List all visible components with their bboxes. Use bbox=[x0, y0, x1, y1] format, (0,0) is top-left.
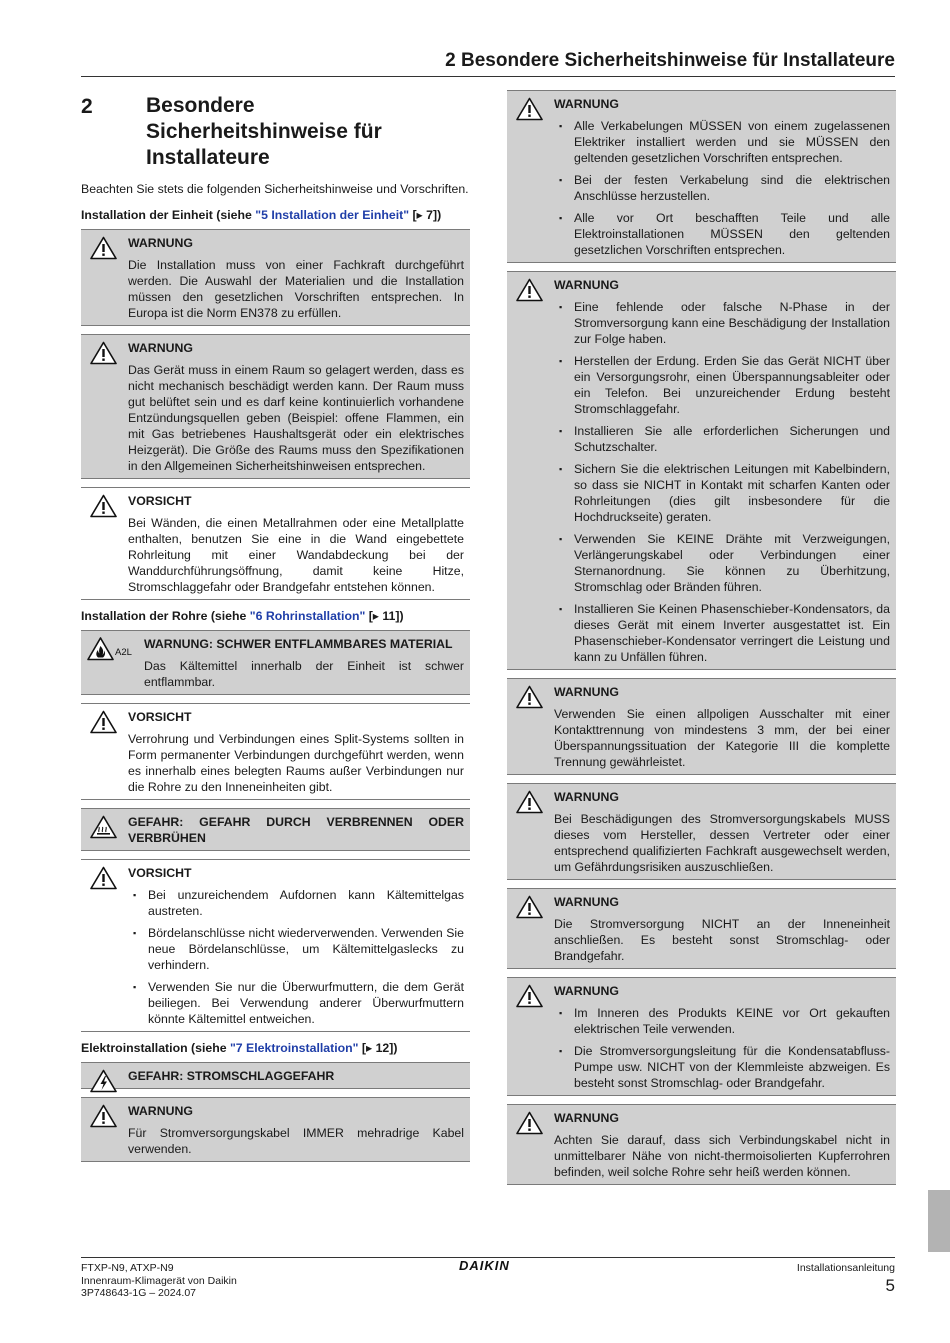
warning-triangle-icon bbox=[516, 1111, 543, 1135]
caution-box bbox=[81, 703, 470, 800]
link-unit-installation[interactable]: "5 Installation der Einheit" bbox=[255, 208, 410, 222]
box-body: Verwenden Sie einen allpoligen Ausschalter mit einer Kontakttrennung von mindestens 3 mm, der bei einer Überspannungssituation der Kategorie III die komplette Trennung gewährleistet. bbox=[554, 707, 890, 769]
warning-box bbox=[81, 334, 470, 479]
footer-product: Innenraum-Klimagerät von Daikin bbox=[81, 1274, 237, 1287]
box-title: GEFAHR: STROMSCHLAGGEFAHR bbox=[128, 1069, 335, 1083]
link-pipe-installation[interactable]: "6 Rohrinstallation" bbox=[249, 609, 366, 623]
box-body: Die Stromversorgung NICHT an der Inneneinheit anschließen. Es besteht sonst Stromschlag- oder Brandgefahr. bbox=[554, 917, 890, 963]
warning-triangle-icon bbox=[90, 1104, 117, 1128]
box-title: WARNUNG bbox=[554, 895, 619, 909]
list-item: ▪ Installieren Sie Keinen Phasenschieber-Kondensators, da dieses Gerät mit einem Inverter ausgestattet ist. Ein Phasenschieber-Kondensator verringert die Leistung und kann zu Unfällen führen. bbox=[554, 601, 890, 665]
list-item: ▪ Verwenden Sie nur die Überwurfmuttern, die dem Gerät beiliegen. Bei Verwendung anderer Überwurfmuttern könnte Kältemittel entweichen. bbox=[128, 979, 464, 1027]
footer-doc-type: Installationsanleitung bbox=[796, 1262, 895, 1274]
section-pipe-installation: Installation der Rohre (siehe "6 Rohrinstallation" [▸ 11]) bbox=[81, 609, 404, 623]
footer-doc-id: 3P748643-1G – 2024.07 bbox=[81, 1287, 197, 1299]
list-item: ▪ Bei unzureichendem Aufdornen kann Kältemittelgas austreten. bbox=[128, 887, 464, 919]
warning-triangle-icon bbox=[516, 685, 543, 709]
warning-triangle-icon bbox=[516, 895, 543, 919]
box-body: Achten Sie darauf, dass sich Verbindungskabel nicht in unmittelbarer Nähe von nicht-thermoisolierten Kupferrohren befinden, weil solche Rohre sehr heiß werden können. bbox=[554, 1133, 890, 1179]
electric-shock-danger-box bbox=[81, 1062, 470, 1089]
chapter-number: 2 bbox=[81, 95, 93, 118]
list-item: ▪ Eine fehlende oder falsche N-Phase in der Stromversorgung kann eine Beschädigung der Installation zur Folge haben. bbox=[554, 299, 890, 347]
warning-triangle-icon bbox=[90, 866, 117, 890]
bullet-list bbox=[128, 887, 464, 1027]
daikin-logo: DAIKIN bbox=[459, 1258, 510, 1273]
warning-triangle-icon bbox=[516, 790, 543, 814]
caution-box bbox=[81, 859, 470, 1032]
list-item: ▪ Im Inneren des Produkts KEINE vor Ort gekauften elektrischen Teile verwenden. bbox=[554, 1005, 890, 1037]
left-column bbox=[81, 90, 470, 1170]
chapter-side-tab bbox=[928, 1190, 950, 1252]
warning-box bbox=[507, 271, 896, 670]
link-electrical-installation[interactable]: "7 Elektroinstallation" bbox=[229, 1041, 359, 1055]
list-item: ▪ Bei der festen Verkabelung sind die elektrischen Anschlüsse herzustellen. bbox=[554, 172, 890, 204]
warning-box bbox=[507, 888, 896, 969]
warning-triangle-icon bbox=[90, 710, 117, 734]
warning-box bbox=[81, 229, 470, 326]
right-column bbox=[507, 90, 896, 1193]
caution-box bbox=[81, 487, 470, 600]
box-title: WARNUNG bbox=[554, 1111, 619, 1125]
box-title: GEFAHR: GEFAHR DURCH VERBRENNEN ODER VERBRÜHEN bbox=[128, 815, 464, 845]
box-title: VORSICHT bbox=[128, 710, 192, 724]
warning-triangle-icon bbox=[516, 278, 543, 302]
chapter-heading bbox=[81, 93, 470, 171]
list-item: ▪ Verwenden Sie KEINE Drähte mit Verzweigungen, Verlängerungskabel oder Verbindungen einer Sternanordnung. Sie können zu Überhitzung, Stromschlag oder Bränden führen. bbox=[554, 531, 890, 595]
list-item: ▪ Alle vor Ort beschafften Teile und alle Elektroinstallationen MÜSSEN den geltenden gesetzlichen Vorschriften entsprechen. bbox=[554, 210, 890, 258]
hot-surface-icon bbox=[90, 815, 117, 839]
list-item: ▪ Sichern Sie die elektrischen Leitungen mit Kabelbindern, so dass sie NICHT in Kontakt mit scharfen Kanten oder Rohrleitungen (dies gilt insbesondere für die Hochdruckseite) geraten. bbox=[554, 461, 890, 525]
box-title: WARNUNG bbox=[128, 341, 193, 355]
chapter-title: Besondere Sicherheitshinweise für Installateure bbox=[146, 94, 382, 169]
list-item: ▪ Bördelanschlüsse nicht wiederverwenden. Verwenden Sie neue Bördelanschlüsse, um Kältemittelgaslecks zu verhindern. bbox=[128, 925, 464, 973]
box-title: WARNUNG: SCHWER ENTFLAMMBARES MATERIAL bbox=[144, 637, 453, 651]
box-title: VORSICHT bbox=[128, 494, 192, 508]
section-electrical-installation: Elektroinstallation (siehe "7 Elektroinstallation" [▸ 12]) bbox=[81, 1041, 398, 1055]
footer-page-info bbox=[797, 1262, 895, 1297]
intro-paragraph: Beachten Sie stets die folgenden Sicherheitshinweise und Vorschriften. bbox=[81, 182, 469, 196]
bullet-list bbox=[554, 299, 890, 665]
box-title: WARNUNG bbox=[554, 790, 619, 804]
box-title: WARNUNG bbox=[554, 278, 619, 292]
list-item: ▪ Herstellen der Erdung. Erden Sie das Gerät NICHT über ein Versorgungsrohr, einen Überspannungsableiter oder ein Telefon. Bei unzureichender Erdung besteht Stromschlaggefahr. bbox=[554, 353, 890, 417]
hot-surface-danger-box bbox=[81, 808, 470, 851]
section-unit-installation: Installation der Einheit (siehe "5 Installation der Einheit" [▸ 7]) bbox=[81, 208, 442, 222]
box-title: WARNUNG bbox=[554, 984, 619, 998]
warning-box bbox=[507, 90, 896, 263]
svg-text:A2L: A2L bbox=[115, 647, 132, 658]
box-body: Bei Wänden, die einen Metallrahmen oder eine Metallplatte enthalten, benutzen Sie eine in die Wand eingebettete Rohrleitung mit einer Wandabdeckung bei der Wanddurchführungsöffnung, damit keine Hitze, Stromschlaggefahr oder Brandgefahr entstehen können. bbox=[128, 516, 464, 594]
warning-triangle-icon bbox=[516, 97, 543, 121]
footer-info bbox=[81, 1262, 237, 1300]
footer-model: FTXP-N9, ATXP-N9 bbox=[81, 1262, 174, 1274]
warning-box bbox=[81, 1097, 470, 1162]
list-item: ▪ Installieren Sie alle erforderlichen Sicherungen und Schutzschalter. bbox=[554, 423, 890, 455]
box-title: WARNUNG bbox=[128, 236, 193, 250]
warning-triangle-icon bbox=[516, 984, 543, 1008]
running-header: 2 Besondere Sicherheitshinweise für Installateure bbox=[445, 50, 895, 71]
box-body: Das Gerät muss in einem Raum so gelagert werden, dass es nicht mechanisch beschädigt werden kann. Der Raum muss gut belüftet sein und es darf keine kontinuierlich vorhandene Entzündungsquellen geben (Beispiel: offene Flammen, ein mit Gas betriebenes Haushaltsgerät oder ein elektrisches Heizgerät). Die Größe des Raums muss den Spezifikationen in den Allgemeinen Sicherheitshinweisen entsprechen. bbox=[128, 363, 464, 473]
flammable-warning-box bbox=[81, 630, 470, 695]
box-title: WARNUNG bbox=[128, 1104, 193, 1118]
box-title: VORSICHT bbox=[128, 866, 192, 880]
flammable-a2l-icon bbox=[87, 636, 137, 662]
warning-triangle-icon bbox=[90, 494, 117, 518]
box-body: Für Stromversorgungskabel IMMER mehradrige Kabel verwenden. bbox=[128, 1126, 464, 1156]
warning-box bbox=[507, 1104, 896, 1185]
warning-box bbox=[507, 977, 896, 1096]
bullet-list bbox=[554, 1005, 890, 1091]
box-body: Die Installation muss von einer Fachkraft durchgeführt werden. Die Auswahl der Materialien und die Installation müssen den gesetzlichen Vorschriften entsprechen. In Europa ist die Norm EN378 zu erfüllen. bbox=[128, 258, 464, 320]
warning-triangle-icon bbox=[90, 236, 117, 260]
box-body: Verrohrung und Verbindungen eines Split-Systems sollten in Form permanenter Verbindungen durchgeführt werden, wenn es innerhalb eines belegten Raums außer Verbindungen nur die Rohre zu den Inneneinheiten gibt. bbox=[128, 732, 464, 794]
page-number: 5 bbox=[885, 1275, 895, 1295]
box-title: WARNUNG bbox=[554, 685, 619, 699]
list-item: ▪ Alle Verkabelungen MÜSSEN von einem zugelassenen Elektriker installiert werden und sie MÜSSEN den geltenden gesetzlichen Vorschriften entsprechen. bbox=[554, 118, 890, 166]
header-divider bbox=[81, 76, 895, 77]
warning-box bbox=[507, 678, 896, 775]
warning-box bbox=[507, 783, 896, 880]
box-body: Das Kältemittel innerhalb der Einheit ist schwer entflammbar. bbox=[144, 659, 464, 689]
box-title: WARNUNG bbox=[554, 97, 619, 111]
box-body: Bei Beschädigungen des Stromversorgungskabels MUSS dieses vom Hersteller, dessen Vertreter oder einer entsprechend qualifizierten Fachkraft ausgewechselt werden, um Gefährdungsrisiken auszuschließen. bbox=[554, 812, 890, 874]
warning-triangle-icon bbox=[90, 341, 117, 365]
list-item: ▪ Die Stromversorgungsleitung für die Kondensatabfluss-Pumpe usw. NICHT von der Klemmleiste abzweigen. Es besteht sonst Stromschlag- oder Brandgefahr. bbox=[554, 1043, 890, 1091]
bullet-list bbox=[554, 118, 890, 258]
electric-shock-icon bbox=[90, 1069, 117, 1093]
